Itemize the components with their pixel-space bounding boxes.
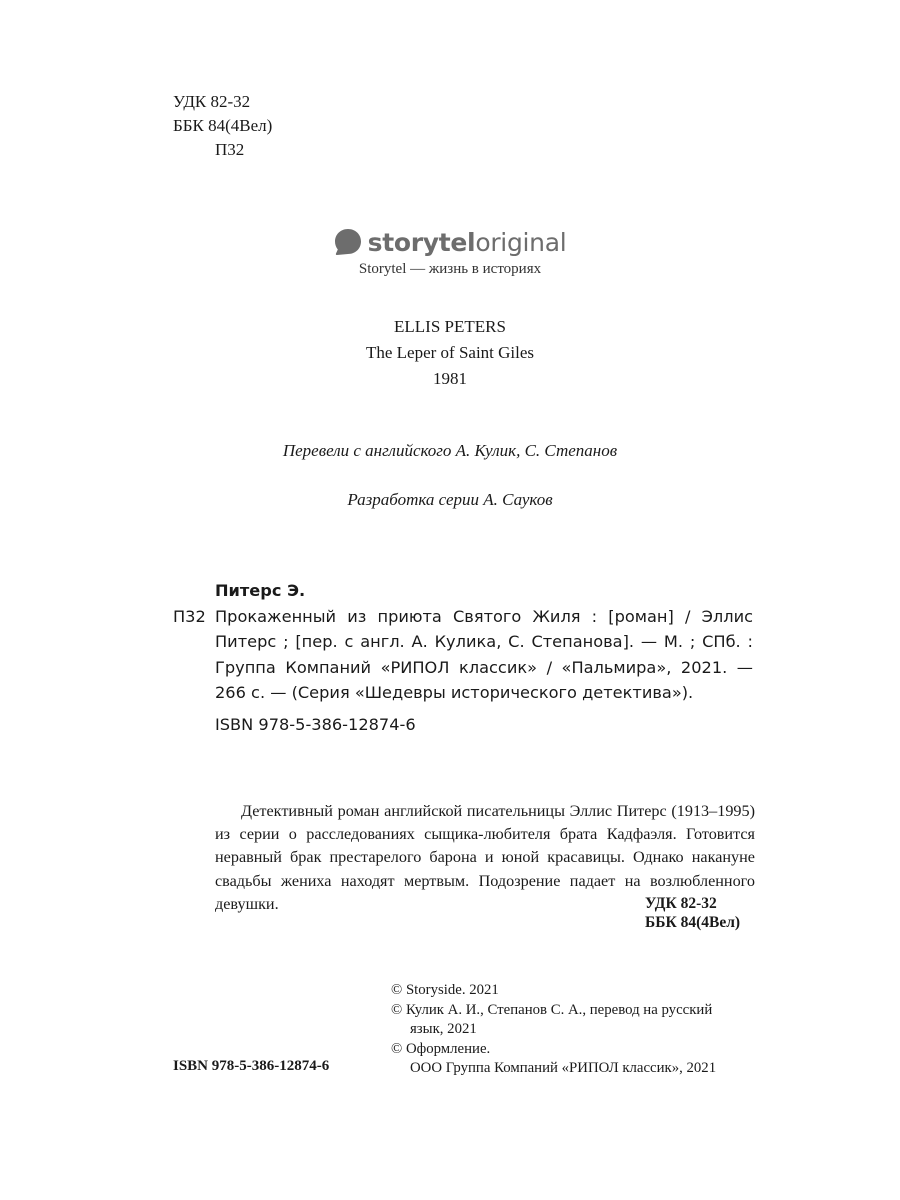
translator-credit: Перевели с английского А. Кулик, С. Степанов	[282, 441, 618, 460]
publisher-logo	[0, 222, 900, 262]
header-classification	[173, 90, 272, 162]
logo-brand-light: original	[475, 227, 567, 257]
original-year: 1981	[433, 369, 467, 388]
bbk-code: ББК 84(4Вел)	[173, 116, 273, 135]
udk-code: УДК 82-32	[173, 92, 251, 111]
original-author: ELLIS PETERS	[394, 317, 506, 336]
storytel-speech-bubble-icon	[334, 228, 362, 256]
record-description: Прокаженный из приюта Святого Жиля : [роман] / Эллис Питерс ; [пер. с англ. А. Кулика, С. Степанова]. — М. ; СПб. : Группа Компаний «РИПОЛ классик» / «Пальмира», 2021. — 266 с. — (Серия «Шедевры исторического детектива»).	[215, 606, 753, 702]
copyright-design: © Оформление.	[391, 1040, 491, 1057]
logo-wordmark	[368, 228, 567, 257]
original-edition	[0, 314, 900, 392]
copyright-block	[391, 981, 761, 1079]
bottom-classification	[645, 894, 740, 932]
copyright-translation: © Кулик А. И., Степанов С. А., перевод на русский	[391, 1001, 713, 1018]
logo-brand-bold: storytel	[367, 227, 476, 257]
bottom-udk: УДК 82-32	[645, 895, 717, 912]
tagline: Storytel — жизнь в историях	[358, 261, 542, 277]
record-row	[173, 604, 753, 706]
record-code: П32	[173, 606, 206, 626]
isbn-footer: ISBN 978-5-386-12874-6	[173, 1058, 330, 1074]
author-sign: П32	[215, 140, 245, 159]
original-title: The Leper of Saint Giles	[365, 343, 535, 362]
annotation: Детективный роман английской писательницы Эллис Питерс (1913–1995) из серии о расследованиях сыщика-любителя брата Кадфаэля. Готовится неравный брак престарелого барона и юной красавицы. Однако накануне свадьбы жениха находят мертвым. Подозрение падает на возлюбленного девушки.	[215, 802, 755, 913]
copyright-design-cont: ООО Группа Компаний «РИПОЛ классик», 2021	[410, 1060, 717, 1076]
copyright-translation-cont: язык, 2021	[410, 1021, 477, 1037]
record-isbn: ISBN 978-5-386-12874-6	[215, 714, 416, 734]
series-design-credit: Разработка серии А. Сауков	[347, 490, 553, 509]
bibliographic-record	[173, 578, 753, 737]
record-author: Питерс Э.	[215, 581, 306, 600]
bottom-bbk: ББК 84(4Вел)	[645, 914, 741, 931]
copyright-storyside: © Storyside. 2021	[391, 982, 499, 998]
